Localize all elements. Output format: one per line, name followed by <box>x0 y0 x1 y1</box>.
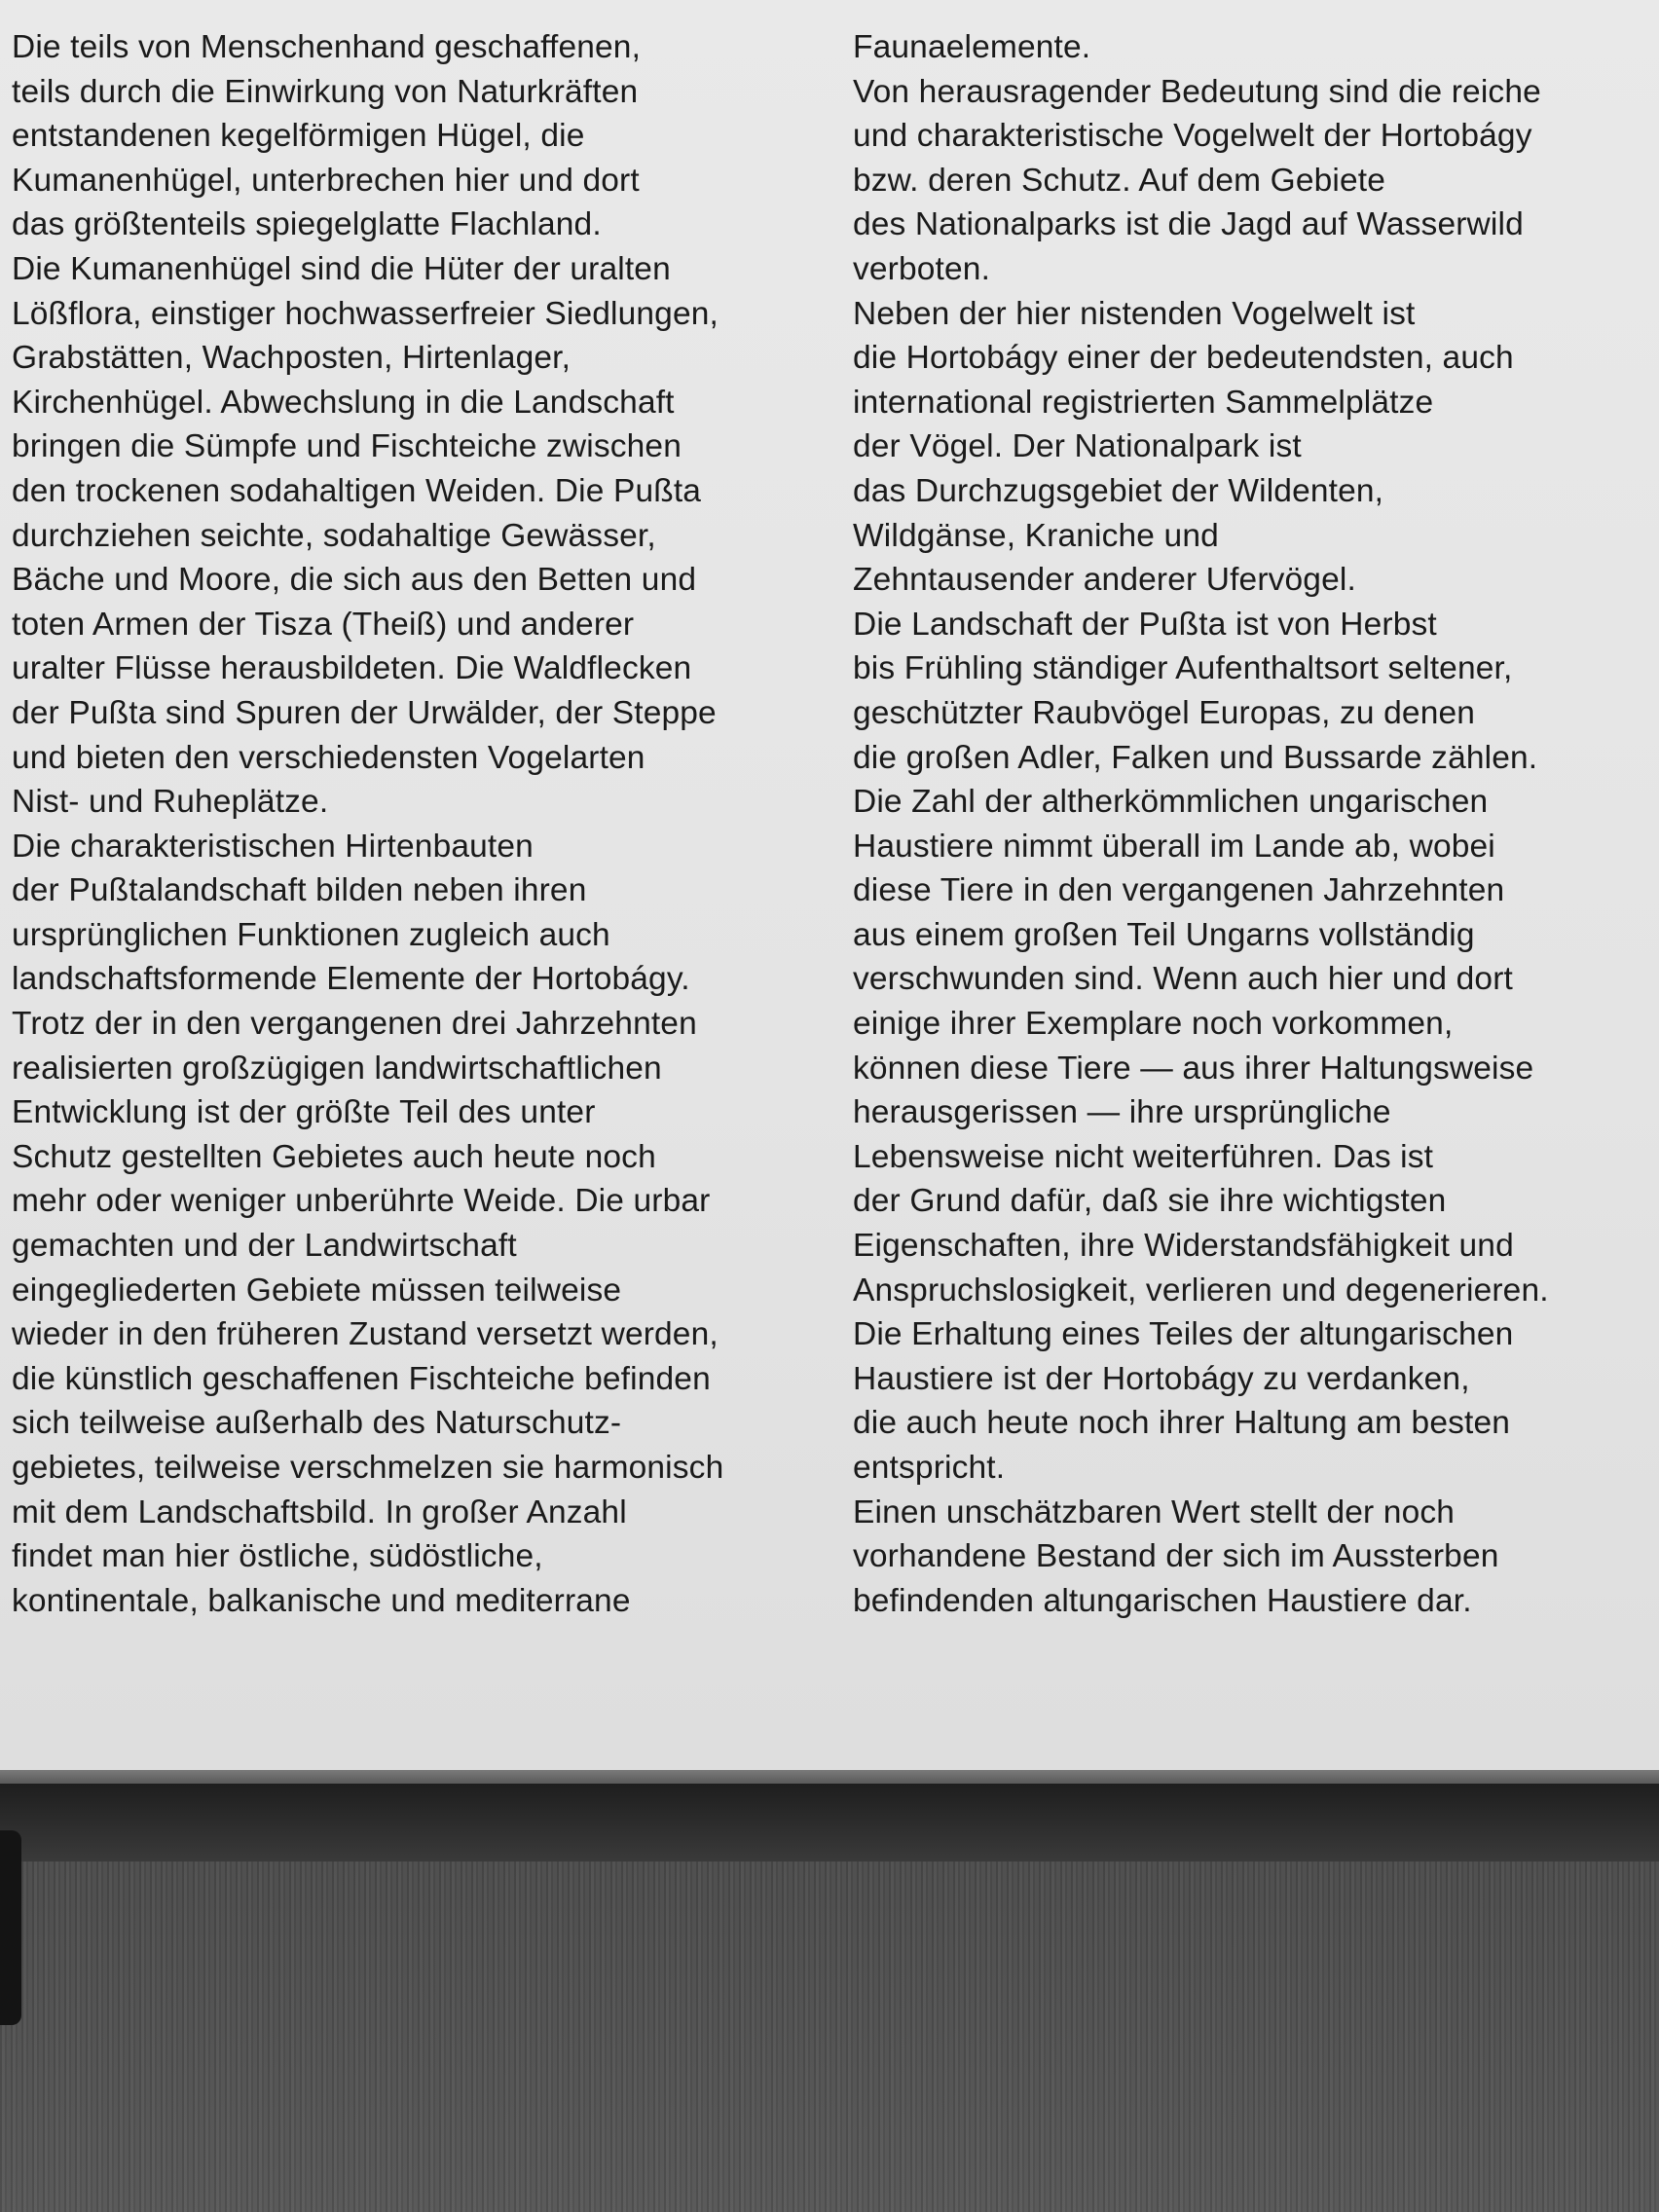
text-line: Anspruchslosigkeit, verlieren und degenerieren. <box>853 1272 1549 1309</box>
text-line: Kumanenhügel, unterbrechen hier und dort <box>12 162 640 199</box>
text-line: Die teils von Menschenhand geschaffenen, <box>12 29 642 65</box>
text-line: gebietes, teilweise verschmelzen sie harmonisch <box>12 1450 724 1486</box>
text-line: der Pußta sind Spuren der Urwälder, der Steppe <box>12 694 717 731</box>
text-line: entspricht. <box>853 1450 1006 1486</box>
text-line: den trockenen sodahaltigen Weiden. Die Pußta <box>12 472 702 509</box>
text-line: uralter Flüsse herausbildeten. Die Waldflecken <box>12 650 692 687</box>
text-line: kontinentale, balkanische und mediterrane <box>12 1582 631 1619</box>
text-line: Kirchenhügel. Abwechslung in die Landschaft <box>12 384 675 421</box>
text-line: Bäche und Moore, die sich aus den Betten und <box>12 562 697 599</box>
text-line: Neben der hier nistenden Vogelwelt ist <box>853 295 1416 332</box>
page-edge <box>0 1770 1659 1784</box>
wooden-table-surface <box>0 1862 1659 2212</box>
text-line: landschaftsformende Elemente der Hortobágy. <box>12 961 690 998</box>
text-line: bzw. deren Schutz. Auf dem Gebiete <box>853 162 1386 199</box>
text-line: sich teilweise außerhalb des Naturschutz- <box>12 1405 622 1442</box>
text-line: Die charakteristischen Hirtenbauten <box>12 828 534 865</box>
text-line: bis Frühling ständiger Aufenthaltsort seltener, <box>853 650 1513 687</box>
text-line: aus einem großen Teil Ungarns vollständig <box>853 916 1475 953</box>
text-line: bringen die Sümpfe und Fischteiche zwischen <box>12 428 682 465</box>
text-line: der Pußtalandschaft bilden neben ihren <box>12 872 587 909</box>
text-line: ursprünglichen Funktionen zugleich auch <box>12 916 610 953</box>
text-line: einige ihrer Exemplare noch vorkommen, <box>853 1006 1454 1043</box>
text-line: gemachten und der Landwirtschaft <box>12 1228 517 1265</box>
left-text-column <box>12 25 830 1623</box>
text-line: durchziehen seichte, sodahaltige Gewässer, <box>12 517 656 554</box>
text-line: Zehntausender anderer Ufervögel. <box>853 562 1356 599</box>
text-line: und charakteristische Vogelwelt der Hortobágy <box>853 118 1532 155</box>
text-line: herausgerissen — ihre ursprüngliche <box>853 1094 1391 1131</box>
text-line: können diese Tiere — aus ihrer Haltungsweise <box>853 1050 1534 1087</box>
text-line: verboten. <box>853 250 991 287</box>
text-line: verschwunden sind. Wenn auch hier und dort <box>853 961 1513 998</box>
text-line: Lößflora, einstiger hochwasserfreier Siedlungen, <box>12 295 719 332</box>
text-line: Entwicklung ist der größte Teil des unter <box>12 1094 596 1131</box>
text-line: mit dem Landschaftsbild. In großer Anzahl <box>12 1493 627 1530</box>
text-line: befindenden altungarischen Haustiere dar. <box>853 1582 1472 1619</box>
text-line: das Durchzugsgebiet der Wildenten, <box>853 472 1384 509</box>
text-line: diese Tiere in den vergangenen Jahrzehnten <box>853 872 1505 909</box>
text-line: realisierten großzügigen landwirtschaftlichen <box>12 1050 662 1087</box>
text-line: das größtenteils spiegelglatte Flachland. <box>12 206 602 243</box>
text-line: die Hortobágy einer der bedeutendsten, auch <box>853 340 1514 377</box>
dark-object-edge <box>0 1830 21 2025</box>
text-line: Nist- und Ruheplätze. <box>12 784 329 821</box>
text-line: Schutz gestellten Gebietes auch heute noch <box>12 1138 656 1175</box>
text-line: Einen unschätzbaren Wert stellt der noch <box>853 1493 1456 1530</box>
text-line: geschützter Raubvögel Europas, zu denen <box>853 694 1476 731</box>
text-line: findet man hier östliche, südöstliche, <box>12 1538 543 1575</box>
text-line: international registrierten Sammelplätze <box>853 384 1434 421</box>
text-line: mehr oder weniger unberührte Weide. Die urbar <box>12 1183 711 1220</box>
text-line: die auch heute noch ihrer Haltung am besten <box>853 1405 1511 1442</box>
text-line: Faunaelemente. <box>853 29 1091 65</box>
text-line: eingegliederten Gebiete müssen teilweise <box>12 1272 622 1309</box>
text-line: wieder in den früheren Zustand versetzt werden, <box>12 1316 719 1353</box>
text-line: vorhandene Bestand der sich im Aussterben <box>853 1538 1499 1575</box>
text-line: die künstlich geschaffenen Fischteiche befinden <box>12 1360 711 1397</box>
text-line: Haustiere ist der Hortobágy zu verdanken, <box>853 1360 1470 1397</box>
text-line: Die Erhaltung eines Teiles der altungarischen <box>853 1316 1514 1353</box>
text-line: Lebensweise nicht weiterführen. Das ist <box>853 1138 1434 1175</box>
text-line: der Grund dafür, daß sie ihre wichtigsten <box>853 1183 1447 1220</box>
text-line: und bieten den verschiedensten Vogelarten <box>12 739 645 776</box>
page-shadow <box>0 1784 1659 1862</box>
right-text-column <box>853 25 1651 1623</box>
text-line: Trotz der in den vergangenen drei Jahrzehnten <box>12 1006 697 1043</box>
text-line: Wildgänse, Kraniche und <box>853 517 1219 554</box>
text-line: Eigenschaften, ihre Widerstandsfähigkeit und <box>853 1228 1514 1265</box>
text-line: der Vögel. Der Nationalpark ist <box>853 428 1302 465</box>
text-line: entstandenen kegelförmigen Hügel, die <box>12 118 585 155</box>
text-line: die großen Adler, Falken und Bussarde zählen. <box>853 739 1538 776</box>
text-line: teils durch die Einwirkung von Naturkräften <box>12 73 639 110</box>
text-line: Die Zahl der altherkömmlichen ungarischen <box>853 784 1489 821</box>
text-line: Haustiere nimmt überall im Lande ab, wobei <box>853 828 1495 865</box>
text-line: Die Kumanenhügel sind die Hüter der uralten <box>12 250 671 287</box>
text-line: Von herausragender Bedeutung sind die reiche <box>853 73 1541 110</box>
text-line: toten Armen der Tisza (Theiß) und anderer <box>12 606 635 643</box>
text-line: des Nationalparks ist die Jagd auf Wasserwild <box>853 206 1524 243</box>
text-line: Grabstätten, Wachposten, Hirtenlager, <box>12 340 571 377</box>
text-line: Die Landschaft der Pußta ist von Herbst <box>853 606 1437 643</box>
